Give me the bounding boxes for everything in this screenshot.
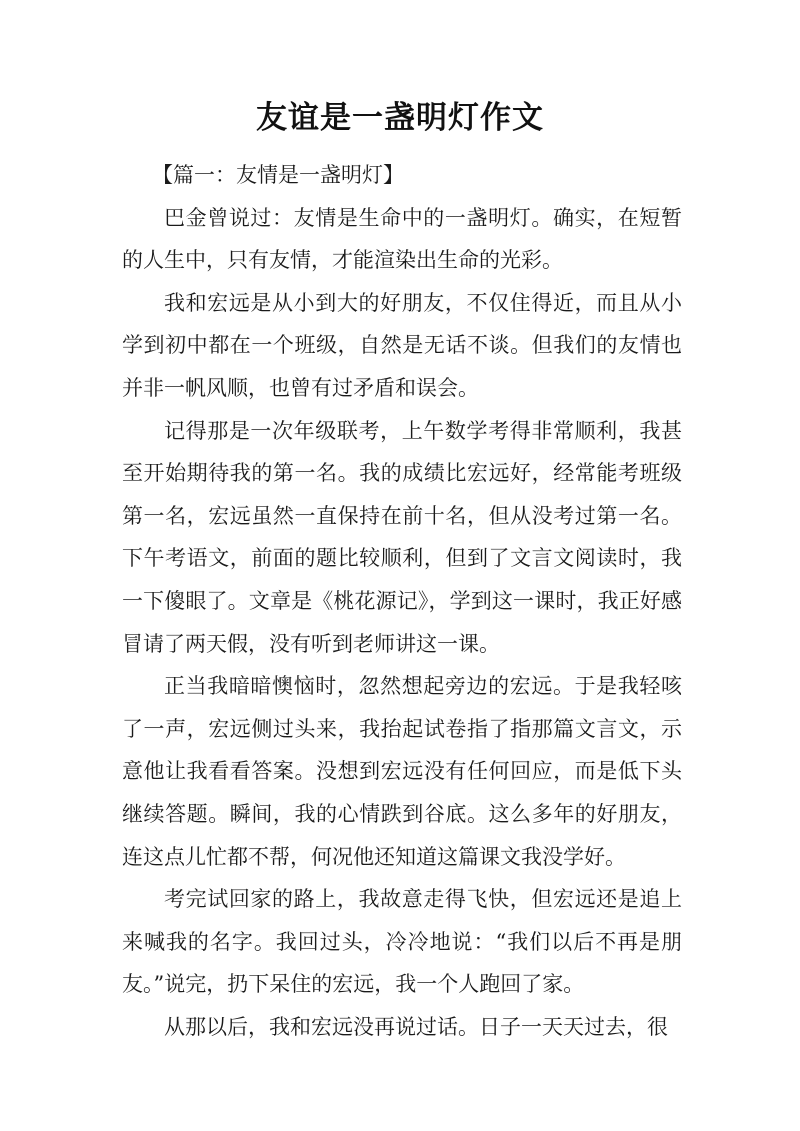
paragraph-3: 记得那是一次年级联考，上午数学考得非常顺利，我甚至开始期待我的第一名。我的成绩比宏远好，经常能考班级第一名，宏远虽然一直保持在前十名，但从没考过第一名。下午考语文，前面的题比较顺利，但到了文言文阅读时，我一下傻眼了。文章是《桃花源记》，学到这一课时，我正好感冒请了两天假，没有听到老师讲这一课。	[122, 418, 682, 656]
document-body	[122, 154, 682, 1048]
paragraph-2: 我和宏远是从小到大的好朋友，不仅住得近，而且从小学到初中都在一个班级，自然是无话不谈。但我们的友情也并非一帆风顺，也曾有过矛盾和误会。	[122, 290, 682, 400]
paragraph-1: 巴金曾说过：友情是生命中的一盏明灯。确实，在短暂的人生中，只有友情，才能渲染出生命的光彩。	[122, 205, 682, 273]
document-title: 友谊是一盏明灯作文	[256, 100, 544, 136]
paragraph-4: 正当我暗暗懊恼时，忽然想起旁边的宏远。于是我轻咳了一声，宏远侧过头来，我抬起试卷指了指那篇文言文，示意他让我看看答案。没想到宏远没有任何回应，而是低下头继续答题。瞬间，我的心情跌到谷底。这么多年的好朋友，连这点儿忙都不帮，何况他还知道这篇课文我没学好。	[122, 674, 682, 869]
paragraph-6: 从那以后，我和宏远没再说过话。日子一天天过去，很	[164, 1014, 668, 1039]
paragraph-5: 考完试回家的路上，我故意走得飞快，但宏远还是追上来喊我的名字。我回过头，冷冷地说：“我们以后不再是朋友。”说完，扔下呆住的宏远，我一个人跑回了家。	[122, 887, 682, 997]
section-heading: 【篇一：友情是一盏明灯】	[152, 163, 404, 187]
